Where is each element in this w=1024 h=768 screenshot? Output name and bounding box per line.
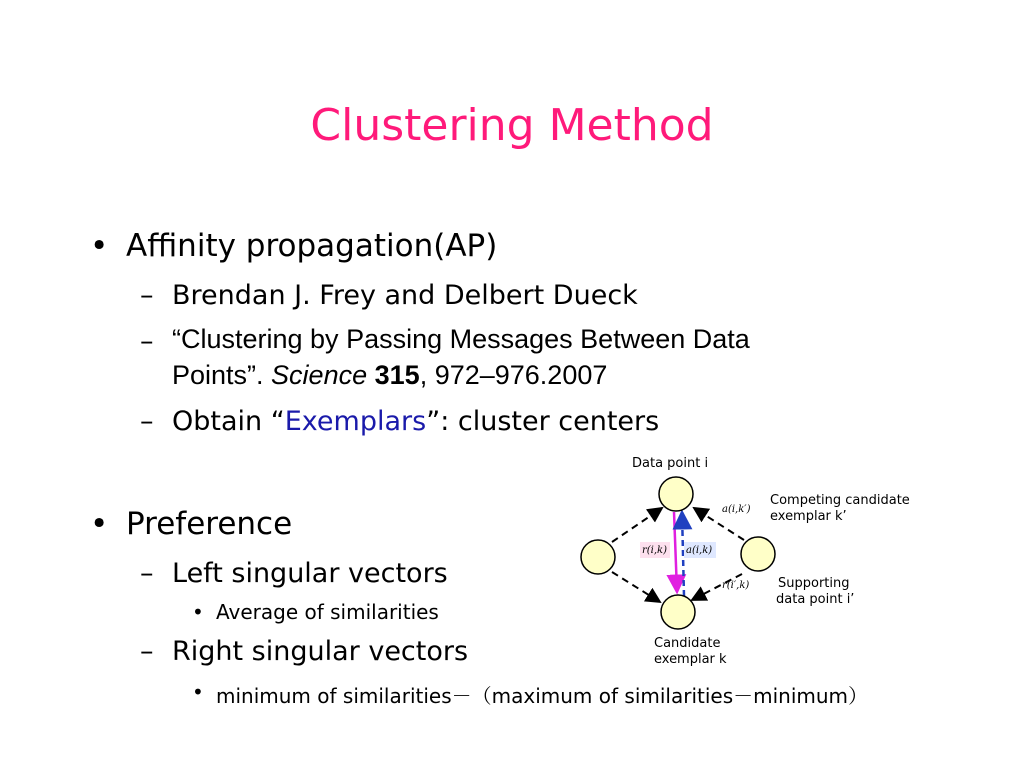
arrow-responsibility: [674, 512, 677, 592]
label-supporting-1: Supporting: [778, 576, 850, 591]
node-competing-candidate: [741, 537, 775, 571]
dash-marker: –: [140, 280, 154, 311]
subsub-marker: •: [192, 600, 204, 624]
subsub-minimum: minimum of similarities－（maximum of similarities－minimum）: [216, 684, 869, 708]
msg-r-iprime-k: r(i′,k): [722, 580, 750, 591]
bullet-preference: Preference: [126, 506, 293, 542]
label-candidate-2: exemplar k: [654, 652, 727, 667]
edge-left-to-bottom: [612, 572, 660, 602]
msg-a-ik: a(i,k): [686, 545, 713, 556]
citation-volume: 315: [374, 360, 420, 390]
sub-exemplars: [172, 406, 659, 437]
bullet-marker: •: [90, 228, 109, 264]
msg-r-ik: r(i,k): [642, 545, 668, 556]
node-left-point: [581, 540, 615, 574]
msg-a-ik-prime: a(i,k′): [722, 504, 751, 515]
subsub-average: Average of similarities: [216, 600, 439, 624]
sub-left-singular: Left singular vectors: [172, 558, 448, 589]
slide-title: Clustering Method: [310, 100, 714, 151]
dash-marker: –: [140, 326, 154, 357]
exemplars-pre: Obtain “: [172, 406, 285, 437]
affinity-propagation-diagram: [560, 450, 960, 680]
exemplars-post: ”: cluster centers: [426, 406, 660, 437]
label-competing-2: exemplar k’: [770, 509, 847, 524]
citation-pages-year: , 972–976.2007: [419, 360, 608, 390]
bullet-marker: •: [90, 506, 109, 542]
sub-right-singular: Right singular vectors: [172, 636, 469, 667]
sub-authors: Brendan J. Frey and Delbert Dueck: [172, 280, 638, 311]
label-data-point-i: Data point i: [632, 456, 709, 471]
edge-left-to-top: [612, 508, 662, 542]
exemplars-highlight: Exemplars: [284, 406, 427, 437]
sub-citation-line1: “Clustering by Passing Messages Between Data: [172, 324, 750, 354]
dash-marker: –: [140, 636, 154, 667]
arrow-availability: [682, 512, 684, 596]
label-candidate-1: Candidate: [654, 636, 721, 651]
citation-journal: Science: [271, 360, 368, 390]
label-competing-1: Competing candidate: [770, 493, 910, 508]
sub-citation-line2: [172, 360, 607, 391]
node-candidate-exemplar: [661, 595, 695, 629]
label-supporting-2: data point i’: [776, 592, 855, 607]
dash-marker: –: [140, 406, 154, 437]
node-data-point-i: [659, 477, 693, 511]
dash-marker: –: [140, 558, 154, 589]
bullet-affinity-propagation: Affinity propagation(AP): [126, 228, 498, 264]
subsub-marker: •: [192, 680, 204, 704]
citation-title-end: Points”.: [172, 360, 272, 390]
